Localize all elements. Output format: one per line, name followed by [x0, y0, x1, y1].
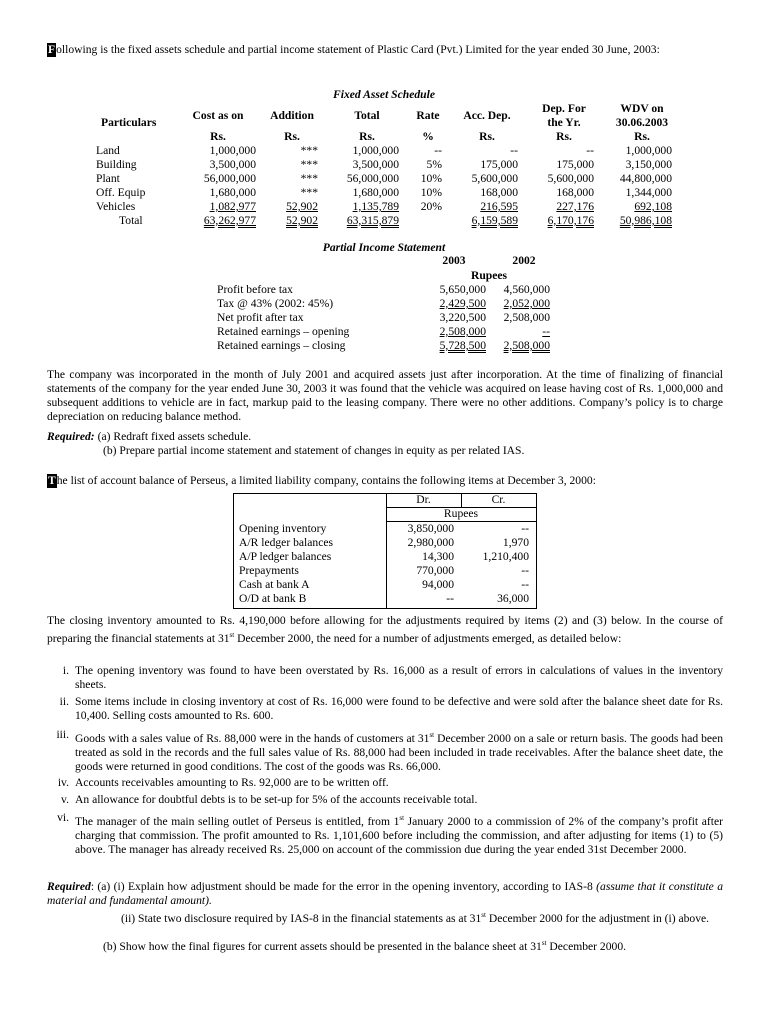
- income-row-label: Retained earnings – opening: [217, 325, 350, 338]
- fa-cell-add: ***: [300, 186, 318, 199]
- unit-wdv: Rs.: [634, 130, 650, 143]
- fa-cell-acc: 175,000: [480, 158, 518, 171]
- fa-cell-acc: 216,595: [480, 200, 518, 213]
- q2-required-a: Required: (a) (i) Explain how adjustment should be made for the error in the opening inventory, according to IAS-8 (assume that it constitute a material and fundamental amount).: [47, 880, 723, 907]
- balance-dr-value: 94,000: [422, 578, 454, 591]
- balance-cr-value: --: [521, 564, 529, 577]
- fa-cell-dep: 6,170,176: [547, 214, 594, 227]
- income-2003-value: 2,508,000: [439, 325, 486, 338]
- fa-row-label: Plant: [96, 172, 120, 185]
- q2-marker: T: [48, 474, 56, 487]
- fa-cell-dep: --: [586, 144, 594, 157]
- income-2002-value: 2,508,000: [503, 339, 550, 352]
- balance-row-label: Opening inventory: [239, 522, 327, 535]
- col-unit: Rupees: [443, 507, 479, 520]
- fa-cell-wdv: 1,344,000: [625, 186, 672, 199]
- income-2003-value: 2,429,500: [439, 297, 486, 310]
- income-unit: Rupees: [470, 269, 508, 282]
- hdr-wdv-2: 30.06.2003: [615, 116, 669, 129]
- hdr-rate: Rate: [416, 109, 440, 122]
- q1-required-b: (b) Prepare partial income statement and statement of changes in equity as per related IAS.: [103, 444, 525, 457]
- income-2002-value: 4,560,000: [503, 283, 550, 296]
- adjustment-text: The manager of the main selling outlet of Perseus is entitled, from 1st January 2000 to a commission of 2% of the company’s profit after charging that commission. The profit amounted to Rs. 1,101,600 before including the commission, and after adjusting for items (1) to (5) above. The manager has already received Rs. 25,000 on account of the commission due during the year ended 31st December 2000.: [75, 814, 723, 856]
- balance-dr-value: --: [446, 592, 454, 605]
- q2-intro: The list of account balance of Perseus, a limited liability company, contains the following items at December 3, 2000:: [48, 474, 596, 487]
- income-row-label: Retained earnings – closing: [217, 339, 346, 352]
- q2-required-b: (b) Show how the final figures for current assets should be presented in the balance sheet at 31st December 2000.: [103, 939, 627, 953]
- adjustment-text: Goods with a sales value of Rs. 88,000 were in the hands of customers at 31st December 2000 on a sale or return basis. The goods had been treated as sold in the records and the full sales value of Rs. 88,000 had been included in trade receivables. After the balance sheet date, the goods were returned in good conditions. The cost of the goods was Rs. 66,000.: [75, 731, 724, 773]
- fa-cell-dep: 5,600,000: [547, 172, 594, 185]
- fa-cell-total: 1,000,000: [352, 144, 399, 157]
- balance-cr-value: 36,000: [497, 592, 529, 605]
- income-row-label: Profit before tax: [217, 283, 293, 296]
- fa-row-label: Building: [96, 158, 137, 171]
- hdr-particulars: Particulars: [101, 116, 157, 129]
- fa-cell-cost: 1,000,000: [209, 144, 256, 157]
- fa-cell-rate: 5%: [426, 158, 442, 171]
- adjustment-number: iii.: [56, 728, 69, 741]
- fa-cell-acc: --: [510, 144, 518, 157]
- adjustment-number: ii.: [59, 695, 69, 708]
- adjustment-number: v.: [61, 793, 69, 806]
- hdr-depyr-2: the Yr.: [547, 116, 581, 129]
- income-row-label: Tax @ 43% (2002: 45%): [217, 297, 334, 310]
- fa-cell-add: ***: [300, 158, 318, 171]
- fa-cell-wdv: 1,000,000: [625, 144, 672, 157]
- income-2002-value: --: [542, 325, 550, 338]
- balance-row-label: A/R ledger balances: [239, 536, 334, 549]
- income-title: Partial Income Statement: [322, 241, 446, 254]
- balance-cr-value: 1,970: [502, 536, 529, 549]
- fa-cell-acc: 168,000: [480, 186, 518, 199]
- income-2003-value: 3,220,500: [439, 311, 486, 324]
- balance-cr-value: --: [521, 522, 529, 535]
- fa-cell-cost: 56,000,000: [203, 172, 256, 185]
- fa-cell-rate: 10%: [420, 172, 442, 185]
- adjustment-number: i.: [62, 664, 69, 677]
- balance-cr-value: --: [521, 578, 529, 591]
- fa-cell-total: 63,315,879: [346, 214, 399, 227]
- fa-cell-wdv: 50,986,108: [619, 214, 672, 227]
- hdr-addition: Addition: [270, 109, 314, 122]
- adjustment-number: vi.: [57, 811, 69, 824]
- fa-cell-rate: 20%: [420, 200, 442, 213]
- unit-total: Rs.: [359, 130, 375, 143]
- q1-required-a: Required: (a) Redraft fixed assets schedule.: [47, 430, 252, 443]
- fa-cell-rate: --: [434, 144, 442, 157]
- fa-cell-acc: 6,159,589: [471, 214, 518, 227]
- balance-row-label: A/P ledger balances: [239, 550, 332, 563]
- fa-cell-wdv: 44,800,000: [619, 172, 672, 185]
- adjustment-text: Some items include in closing inventory at cost of Rs. 16,000 were found to be defective and were sold after the balance sheet date for Rs. 10,400. Selling costs amounted to Rs. 600.: [75, 695, 723, 722]
- adjustment-text: Accounts receivables amounting to Rs. 92,000 are to be written off.: [75, 776, 389, 789]
- q1-narrative: The company was incorporated in the month of July 2001 and acquired assets just after incorporation. At the time of finalizing of financial statements of the company for the year ended June 30, 2003 it was found that the vehicle was acquired on lease having cost of Rs. 1,000,000 and subsequent additions to vehicle are in fact, markup paid to the leasing company. There were no other additions. Company’s policy is to charge depreciation on reducing balance method.: [47, 368, 723, 423]
- fa-cell-cost: 3,500,000: [209, 158, 256, 171]
- balance-row-label: Prepayments: [239, 564, 299, 577]
- income-2002-value: 2,052,000: [503, 297, 550, 310]
- income-2002-value: 2,508,000: [503, 311, 550, 324]
- fa-cell-add: ***: [300, 172, 318, 185]
- fa-cell-wdv: 3,150,000: [625, 158, 672, 171]
- fa-cell-total: 1,135,789: [352, 200, 399, 213]
- hdr-depyr-1: Dep. For: [542, 102, 586, 115]
- fa-cell-add: 52,902: [286, 214, 318, 227]
- balance-row-label: Cash at bank A: [239, 578, 310, 591]
- income-2003-value: 5,650,000: [439, 283, 486, 296]
- balance-row-label: O/D at bank B: [239, 592, 307, 605]
- q2-closing: The closing inventory amounted to Rs. 4,190,000 before allowing for the adjustments required by items (2) and (3) below. In the course of preparing the financial statements at 31st December 2000, the need for a number of adjustments emerged, as detailed below:: [47, 614, 723, 645]
- income-year-2003: 2003: [442, 254, 466, 267]
- balance-dr-value: 14,300: [422, 550, 454, 563]
- fa-cell-cost: 1,082,977: [209, 200, 256, 213]
- fa-cell-rate: 10%: [420, 186, 442, 199]
- fa-cell-dep: 175,000: [556, 158, 594, 171]
- balance-cr-value: 1,210,400: [482, 550, 529, 563]
- col-cr: Cr.: [491, 493, 506, 506]
- hdr-cost: Cost as on: [192, 109, 244, 122]
- fa-cell-cost: 63,262,977: [203, 214, 256, 227]
- unit-cost: Rs.: [210, 130, 226, 143]
- adjustment-text: The opening inventory was found to have been overstated by Rs. 16,000 as a result of errors in calculations of values in the inventory sheets.: [75, 664, 723, 691]
- fa-cell-wdv: 692,108: [634, 200, 672, 213]
- q2-required-a2: (ii) State two disclosure required by IAS-8 in the financial statements as at 31st December 2000 for the adjustment in (i) above.: [121, 911, 710, 925]
- fa-row-label: Off. Equip: [96, 186, 146, 199]
- balance-dr-value: 2,980,000: [407, 536, 454, 549]
- fa-row-label: Vehicles: [96, 200, 136, 213]
- fa-cell-dep: 168,000: [556, 186, 594, 199]
- balance-dr-value: 3,850,000: [407, 522, 454, 535]
- unit-accdep: Rs.: [479, 130, 495, 143]
- income-2003-value: 5,728,500: [439, 339, 486, 352]
- adjustment-text: An allowance for doubtful debts is to be set-up for 5% of the accounts receivable total.: [75, 793, 478, 806]
- fa-cell-acc: 5,600,000: [471, 172, 518, 185]
- fa-cell-total: 1,680,000: [352, 186, 399, 199]
- fa-cell-cost: 1,680,000: [209, 186, 256, 199]
- q1-marker: F: [48, 43, 56, 56]
- q1-intro: Following is the fixed assets schedule and partial income statement of Plastic Card (Pvt.) Limited for the year ended 30 June, 2003:: [48, 43, 660, 56]
- hdr-accdep: Acc. Dep.: [463, 109, 511, 122]
- fa-cell-total: 56,000,000: [346, 172, 399, 185]
- hdr-wdv-1: WDV on: [620, 102, 664, 115]
- adjustment-number: iv.: [57, 776, 69, 789]
- fa-cell-add: ***: [300, 144, 318, 157]
- income-row-label: Net profit after tax: [217, 311, 304, 324]
- fa-cell-dep: 227,176: [556, 200, 594, 213]
- fa-cell-add: 52,902: [286, 200, 318, 213]
- unit-depyr: Rs.: [556, 130, 572, 143]
- col-dr: Dr.: [416, 493, 431, 506]
- fa-cell-total: 3,500,000: [352, 158, 399, 171]
- unit-rate: %: [422, 130, 434, 143]
- fa-row-label: Land: [96, 144, 120, 157]
- fa-row-label: Total: [119, 214, 143, 227]
- hdr-total: Total: [354, 109, 380, 122]
- unit-addition: Rs.: [284, 130, 300, 143]
- schedule-title: Fixed Asset Schedule: [333, 88, 435, 101]
- balance-dr-value: 770,000: [416, 564, 454, 577]
- income-year-2002: 2002: [512, 254, 536, 267]
